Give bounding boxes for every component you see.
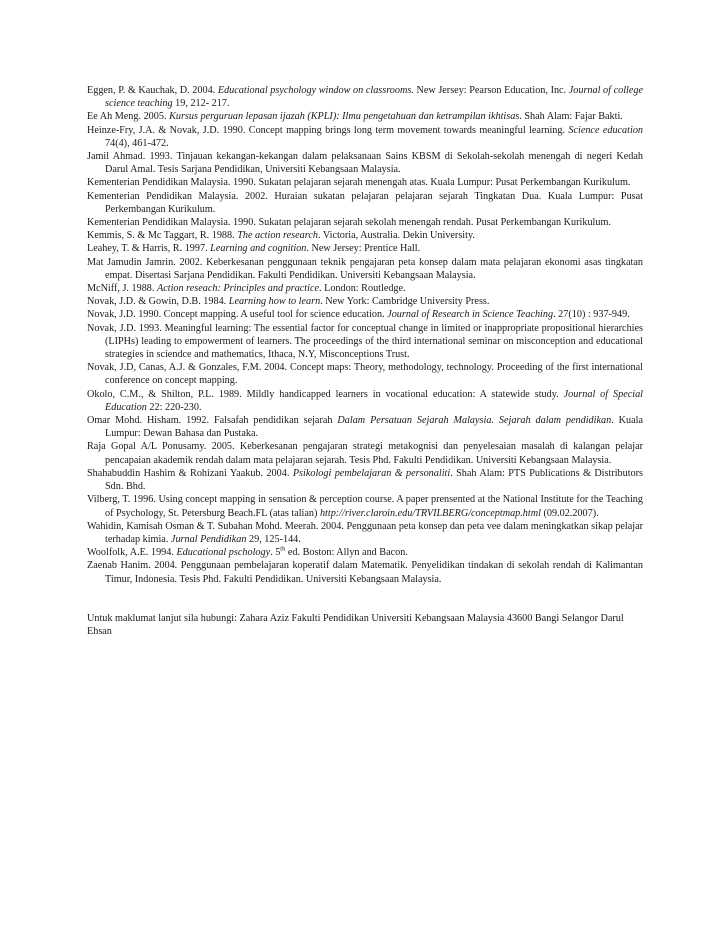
- reference-entry: [87, 84, 643, 110]
- reference-text: Leahey, T. & Harris, R. 1997.: [87, 243, 211, 255]
- reference-text: (09.02.2007).: [540, 507, 599, 519]
- reference-text: Woolfolk, A.E. 1994.: [87, 547, 177, 559]
- reference-text: New Jersey: Pearson Education, Inc.: [413, 85, 569, 96]
- reference-entry: [87, 282, 643, 295]
- reference-entry: [87, 361, 643, 387]
- reference-title: Journal of Special Education: [105, 388, 643, 413]
- document-page: [87, 84, 643, 639]
- reference-text: Vilberg, T. 1996. Using concept mapping in sensation & perception course. A paper prensented at the National Institute for the Teaching of Psychology, St. Petersburg Beach.FL (atas talian): [87, 494, 643, 519]
- reference-text: . 5: [270, 547, 281, 559]
- reference-entry: [87, 216, 643, 229]
- reference-text: 29, 125-144.: [246, 533, 301, 545]
- reference-text: 74(4), 461-472.: [105, 137, 169, 149]
- reference-entry: [87, 493, 643, 519]
- reference-text: . Shah Alam: PTS Publications & Distributors Sdn. Bhd.: [105, 467, 643, 493]
- reference-entry: [87, 546, 643, 559]
- reference-title: Science education: [568, 124, 644, 136]
- reference-text: . New Jersey: Prentice Hall.: [306, 243, 421, 255]
- reference-entry: [87, 176, 643, 189]
- reference-entry: [87, 414, 643, 440]
- reference-text: . 27(10) : 937-949.: [553, 309, 630, 321]
- reference-entry: [87, 150, 643, 176]
- reference-entry: [87, 295, 643, 308]
- reference-text: Novak, J.D. 1993. Meaningful learning: The essential factor for conceptual change in limited or inappropriate propositional hierarchies (LIPHs) leading to empowerment of learners. The proceedings of the third international seminar on misconception and educational strategies in sciendce and mathematics, Ithaca, N.Y, Misconceptions Trust.: [87, 322, 643, 361]
- reference-text: 19, 212- 217.: [172, 98, 230, 110]
- reference-superscript: th: [280, 545, 286, 553]
- reference-title: Psikologi pembelajaran & personaliti: [292, 467, 451, 479]
- reference-text: ed. Boston: Allyn and Bacon.: [285, 547, 408, 559]
- reference-text: . New York: Cambridge University Press.: [320, 296, 490, 308]
- reference-title: The action research: [237, 230, 318, 242]
- reference-entry: [87, 242, 643, 255]
- reference-title: Kursus perguruan lepasan ijazah (KPLI): Ilmu pengetahuan dan ketrampilan ikhtisas: [169, 111, 520, 123]
- reference-list: [87, 84, 643, 586]
- reference-title: Jurnal Pendidikan: [170, 533, 247, 545]
- reference-entry: [87, 322, 643, 362]
- reference-text: Kementerian Pendidikan Malaysia. 1990. Sukatan pelajaran sejarah sekolah menengah rendah. Pusat Perkembangan Kurikulum.: [87, 217, 611, 229]
- reference-text: . Shah Alam: Fajar Bakti.: [519, 111, 623, 123]
- reference-text: Novak, J.D. 1990. Concept mapping. A useful tool for science education.: [87, 309, 388, 321]
- reference-text: Okolo, C.M., & Shilton, P.L. 1989. Mildly handicapped learners in vocational education: A statewide study.: [87, 388, 564, 400]
- contact-info: Untuk maklumat lanjut sila hubungi: Zahara Aziz Fakulti Pendidikan Universiti Kebangsaan Malaysia 43600 Bangi Selangor Darul Ehsan: [87, 612, 624, 638]
- reference-title: Action reseach: Principles and practice: [157, 283, 320, 295]
- reference-entry: [87, 229, 643, 242]
- reference-entry: [87, 440, 643, 466]
- reference-text: Novak, J.D. & Gowin, D.B. 1984.: [87, 296, 229, 308]
- reference-title: Journal of Research in Science Teaching: [387, 309, 554, 321]
- reference-text: Eggen, P. & Kauchak, D. 2004.: [87, 85, 218, 96]
- reference-title: Journal of college science teaching: [105, 85, 644, 110]
- reference-text: Kementerian Pendidikan Malaysia. 1990. Sukatan pelajaran sejarah menengah atas. Kuala Lumpur: Pusat Perkembangan Kurikulum.: [87, 177, 631, 189]
- reference-text: Zaenab Hanim. 2004. Penggunaan pembelajaran koperatif dalam Matematik. Penyelidikan tindakan di sekolah rendah di Kalimantan Timur, Indonesia. Tesis Phd. Fakulti Pendidikan. Universiti Kebangsaan Malaysia.: [87, 560, 643, 585]
- reference-title: Dalam Persatuan Sejarah Malaysia. Sejarah dalam pendidikan: [337, 415, 612, 427]
- reference-entry: [87, 520, 643, 546]
- reference-entry: [87, 388, 643, 414]
- reference-entry: [87, 467, 643, 493]
- reference-text: Kementerian Pendidikan Malaysia. 2002. Huraian sukatan pelajaran pelajaran sejarah Tingkatan Dua. Kuala Lumpur: Pusat Perkembangan Kurikulum.: [87, 190, 643, 215]
- reference-text: 22: 220-230.: [146, 401, 202, 413]
- reference-text: McNiff, J. 1988.: [87, 283, 157, 295]
- reference-title: http://river.claroin.edu/TRVILBERG/conceptmap.html: [319, 507, 541, 519]
- reference-text: Heinze-Fry, J.A. & Novak, J.D. 1990. Concept mapping brings long term movement towards meaningful learning.: [87, 124, 569, 136]
- reference-text: Kemmis, S. & Mc Taggart, R. 1988.: [87, 230, 238, 242]
- reference-title: Educational pschology: [176, 547, 271, 559]
- reference-entry: [87, 308, 643, 321]
- reference-entry: [87, 124, 643, 150]
- reference-entry: [87, 559, 643, 585]
- reference-entry: [87, 110, 643, 123]
- reference-text: Shahabuddin Hashim & Rohizani Yaakub. 2004.: [87, 467, 293, 479]
- reference-title: Learning and cognition: [210, 243, 307, 255]
- reference-text: Ee Ah Meng. 2005.: [87, 111, 170, 123]
- reference-text: . Victoria, Australia. Dekin University.: [317, 230, 475, 242]
- reference-entry: [87, 190, 643, 216]
- reference-text: Novak, J.D, Canas, A.J. & Gonzales, F.M. 2004. Concept maps: Theory, methodology, technology. Proceeding of the first international conference on concept mapping.: [87, 362, 643, 387]
- reference-text: . London: Routledge.: [319, 283, 406, 295]
- reference-text: Raja Gopal A/L Ponusamy. 2005. Keberkesanan pengajaran strategi metakognisi dan penyelesaian masalah di kalangan pelajar pencapaian akademik rendah dalam mata pelajaran sejarah. Tesis Phd. Fakulti Pendidikan. Universiti Kebangsaan Malaysia.: [87, 441, 643, 466]
- reference-text: Wahidin, Kamisah Osman & T. Subahan Mohd. Meerah. 2004. Penggunaan peta konsep dan peta vee dalam meningkatkan sikap pelajar terhadap kimia.: [87, 520, 643, 545]
- reference-text: Mat Jamudin Jamrin. 2002. Keberkesanan penggunaan teknik pengajaran peta konsep dalam mata pelajaran ekonomi asas tingkatan empat. Disertasi Sarjana Pendidikan. Fakulti Pendidikan. Universiti Kebangsaan Malaysia.: [87, 256, 643, 281]
- reference-text: Jamil Ahmad. 1993. Tinjauan kekangan-kekangan dalam pelaksanaan Sains KBSM di Sekolah-sekolah menengah di negeri Kedah Darul Amal. Tesis Sarjana Pendidikan, Universiti Kebangsaan Malaysia.: [87, 151, 643, 176]
- reference-text: Omar Mohd. Hisham. 1992. Falsafah pendidikan sejarah: [87, 415, 338, 427]
- reference-title: Learning how to learn: [228, 296, 321, 308]
- reference-text: . Kuala Lumpur: Dewan Bahasa dan Pustaka.: [105, 415, 644, 440]
- reference-entry: [87, 256, 643, 282]
- reference-title: Educational psychology window on classrooms.: [217, 85, 414, 96]
